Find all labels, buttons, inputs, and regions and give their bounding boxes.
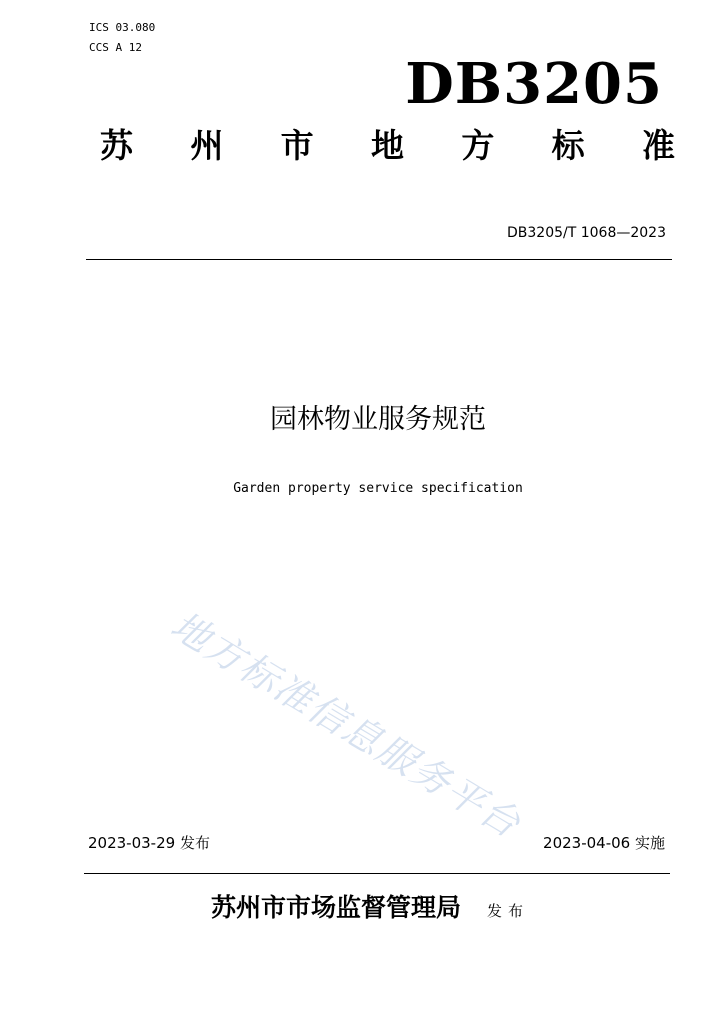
top-divider xyxy=(86,259,672,260)
standard-code: DB3205 xyxy=(405,51,663,117)
bottom-divider xyxy=(84,873,670,874)
standard-type-char: 地 xyxy=(370,126,404,165)
document-title-chinese: 园林物业服务规范 xyxy=(270,404,486,435)
standard-number: DB3205/T 1068—2023 xyxy=(507,225,666,241)
standard-type-heading xyxy=(100,124,675,168)
standard-type-char: 市 xyxy=(280,126,314,165)
standard-type-char: 州 xyxy=(190,126,224,165)
standard-type-char: 苏 xyxy=(100,126,133,165)
issuing-authority: 苏州市市场监督管理局 xyxy=(211,893,462,922)
document-title-english: Garden property service specification xyxy=(233,481,523,496)
standard-type-char: 准 xyxy=(641,126,675,165)
standard-type-char: 标 xyxy=(551,126,585,165)
publish-date: 2023-03-29 发布 xyxy=(88,834,210,852)
ccs-code: CCS A 12 xyxy=(89,41,142,54)
issue-label: 发布 xyxy=(487,902,530,920)
ics-code: ICS 03.080 xyxy=(89,21,156,34)
standard-type-char: 方 xyxy=(461,126,495,165)
issuer-line xyxy=(211,892,529,924)
watermark-text: 地方标准信息服务平台 xyxy=(163,603,529,847)
implement-date: 2023-04-06 实施 xyxy=(543,834,665,852)
